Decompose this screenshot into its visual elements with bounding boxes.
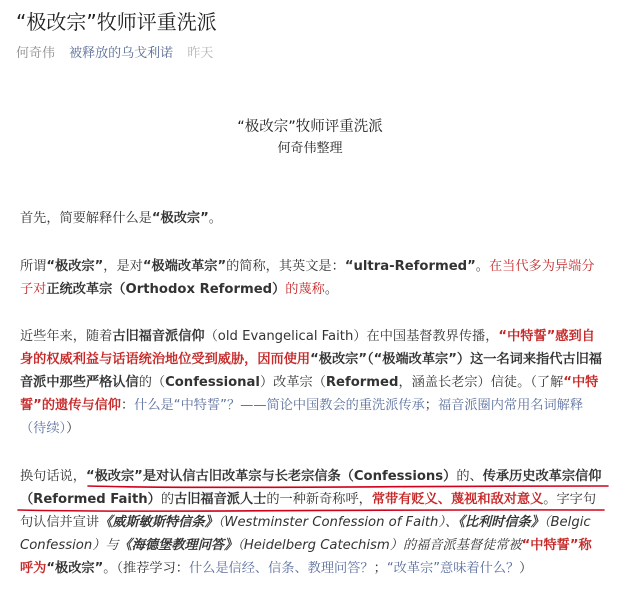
term-bold: 传承历史改革宗信仰（Reformed Faith） — [20, 469, 602, 507]
highlight-red-bold: 常带有贬义、蔑视和敌对意义 — [371, 492, 544, 507]
text: ） — [66, 421, 80, 436]
text: ）改革宗（ — [259, 375, 326, 390]
term-bold: “极端改革宗” — [142, 259, 227, 274]
text: 。 — [208, 211, 222, 226]
article-heading: “极改宗”牧师评重洗派 — [237, 119, 383, 135]
term-bold: “极改宗”（“极端改革宗”） — [310, 352, 471, 367]
term-bold: “ultra-Reformed” — [344, 259, 476, 274]
text-italic: （Heidelberg Catechism）的福音派基督徒常被 — [237, 538, 522, 553]
term-bold: 这一名词来指代古旧福音派中那些 — [20, 352, 602, 390]
term-bold: “极改宗” — [151, 211, 209, 226]
book-title: 《比利时信条》 — [458, 515, 544, 530]
term-bold: 古旧福音派人士 — [174, 492, 267, 507]
text: 的、 — [456, 469, 483, 484]
publish-date: 昨天 — [187, 46, 214, 61]
term-bold: Confessional — [165, 375, 260, 390]
term-bold: 严格认信 — [85, 375, 139, 390]
text: 换句话说， — [20, 469, 86, 484]
text: 的（ — [138, 375, 166, 390]
text: 的 — [160, 492, 175, 507]
book-title: 《海德堡教理问答》 — [118, 538, 238, 553]
text: ： — [120, 398, 135, 413]
text: 。 — [475, 259, 489, 274]
term-bold: Reformed — [325, 375, 399, 390]
text: 首先，简要解释什么是 — [20, 211, 152, 226]
article-meta — [16, 44, 223, 64]
article-compiler: 何奇伟整理 — [277, 141, 343, 156]
highlight-red: 在当代多为异端分子对 — [20, 259, 595, 297]
text: （old Evangelical Faith）在中国基督教界传播， — [204, 329, 499, 344]
text: 的一种新奇称呼， — [266, 492, 372, 507]
text: 。字字句句认信并宣讲 — [20, 492, 597, 530]
text: 所谓 — [20, 259, 47, 274]
text: ； — [424, 398, 438, 413]
text: ，涵盖长老宗）信徒。（了解 — [398, 375, 564, 390]
highlight-red-bold: “中特誓”的遗传与信仰 — [20, 375, 599, 413]
term-bold: ） — [272, 282, 286, 297]
text: 。（推荐学习： — [103, 561, 189, 576]
term-bold: 古旧福音派信仰 — [112, 329, 205, 344]
term-bold: Orthodox Reformed — [125, 282, 273, 297]
text: ； — [373, 561, 387, 576]
paragraph-definition — [20, 255, 604, 301]
text-italic: （Westminster Confession of Faith）、 — [217, 515, 459, 530]
article-link[interactable]: 什么是信经、信条、教理问答？ — [189, 561, 374, 576]
paragraph-background — [20, 325, 604, 440]
text: 近些年来，随着 — [20, 329, 113, 344]
author-name: 何奇伟 — [16, 46, 56, 61]
account-link[interactable]: 被释放的乌戈利诺 — [69, 46, 174, 61]
term-bold: 正统改革宗（ — [46, 282, 126, 297]
article-title: “极改宗”牧师评重洗派 — [16, 10, 217, 34]
term-bold: “极改宗” — [46, 259, 104, 274]
term-bold: “极改宗” — [46, 561, 104, 576]
text-italic: （Belgic Confession）与 — [20, 515, 591, 553]
book-title: 《威斯敏斯特信条》 — [99, 515, 218, 530]
text: ） — [519, 561, 533, 576]
text: 的简称，其英文是： — [226, 259, 345, 274]
text: 。 — [324, 282, 339, 297]
article-link[interactable]: 什么是“中特誓”？——简论中国教会的重洗派传承 — [134, 398, 425, 413]
text: ，是对 — [103, 259, 143, 274]
paragraph-explanation — [20, 465, 604, 580]
highlight-red: 的蔑称 — [285, 282, 325, 297]
term-bold: “极改宗”是对认信古旧改革宗与长老宗信条（Confessions） — [85, 469, 457, 484]
highlight-red-bold: “中特誓”感到自身的权威利益与话语统治地位受到威胁，因而使用 — [20, 329, 595, 367]
highlight-red-bold: “中特誓”称呼为 — [20, 538, 592, 576]
article-link[interactable]: 福音派圈内常用名词解释（待续） — [20, 398, 584, 436]
article-link[interactable]: “改革宗”意味着什么？ — [386, 561, 520, 576]
paragraph-intro — [20, 207, 604, 230]
